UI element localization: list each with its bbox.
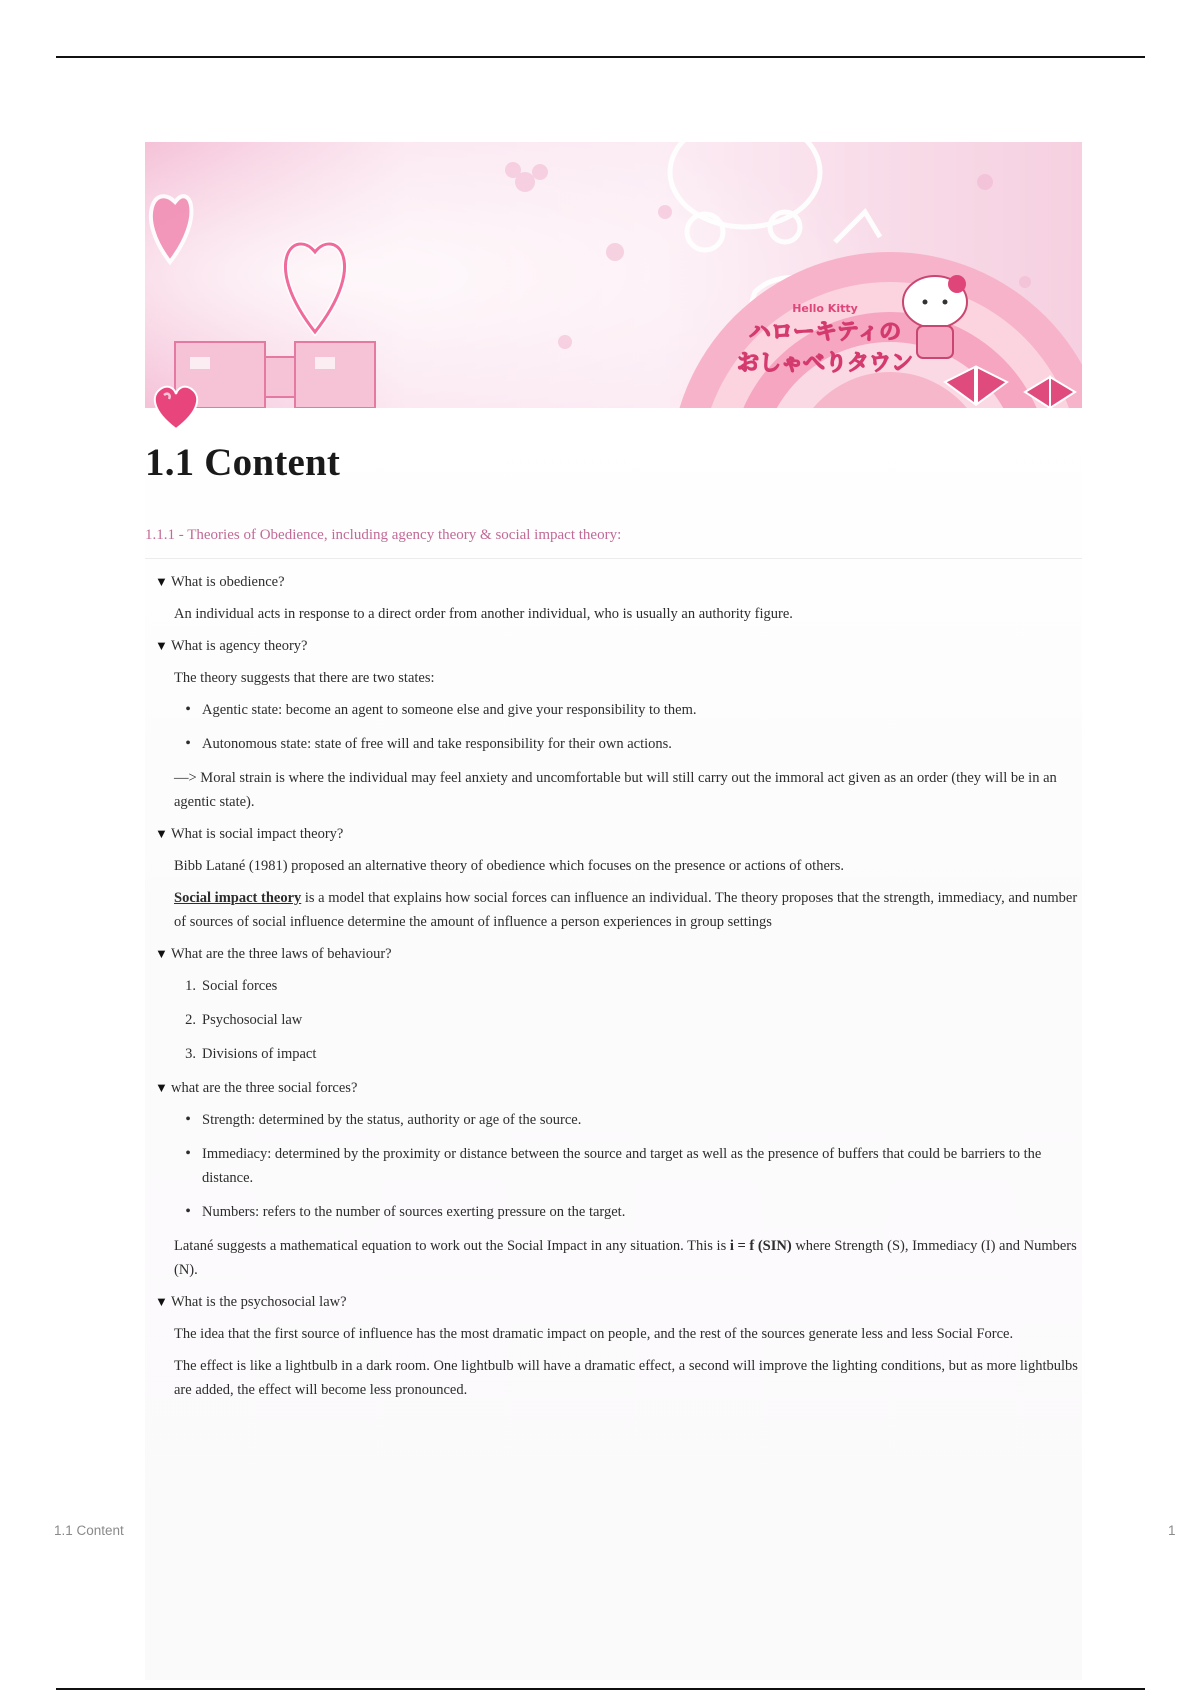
forces-list — [174, 1108, 1090, 1224]
toggle-question: what are the three social forces? — [171, 1080, 358, 1096]
toggle-question: What is social impact theory? — [171, 826, 344, 842]
toggle-psychosocial-law[interactable] — [155, 1290, 1090, 1314]
page-icon — [150, 383, 202, 431]
toggle-triangle-icon[interactable]: ▼ — [155, 574, 168, 589]
toggle-question: What is the psychosocial law? — [171, 1294, 347, 1310]
list-item: • Numbers: refers to the number of sources exerting pressure on the target. — [174, 1200, 1090, 1224]
toggle-triangle-icon[interactable]: ▼ — [155, 1294, 168, 1309]
laws-list — [174, 974, 1090, 1066]
psychosocial-definition: The idea that the first source of influence has the most dramatic impact on people, and the rest of the sources generate less and less Social Force. — [174, 1326, 1014, 1342]
bullet-icon: • — [185, 1145, 191, 1162]
banner-logo — [725, 302, 925, 377]
toggle-question: What is obedience? — [171, 574, 285, 590]
social-impact-intro: Bibb Latané (1981) proposed an alternative theory of obedience which focuses on the presence or actions of others. — [174, 858, 844, 874]
list-item: • Agentic state: become an agent to someone else and give your responsibility to them. — [174, 698, 1090, 722]
section-divider — [145, 558, 1082, 559]
banner-artwork — [145, 142, 1082, 408]
toggle-triangle-icon[interactable]: ▼ — [155, 826, 168, 841]
list-item: 2. Psychosocial law — [185, 1012, 303, 1028]
toggle-social-impact-theory[interactable] — [155, 822, 1090, 846]
cover-banner — [145, 142, 1082, 408]
section-heading: 1.1.1 - Theories of Obedience, including agency theory & social impact theory: — [145, 527, 622, 543]
footer-page-number: 1 — [1168, 1523, 1176, 1538]
toggle-question: What is agency theory? — [171, 638, 308, 654]
bottom-rule — [56, 1688, 1145, 1690]
banner-logo-line2: おしゃべりタウン — [736, 351, 913, 376]
equation-paragraph: Latané suggests a mathematical equation to work out the Social Impact in any situation. This is i = f (SIN) where Strength (S), Immediacy (I) and Numbers (N). — [174, 1238, 1077, 1278]
toggle-question: What are the three laws of behaviour? — [171, 946, 392, 962]
agency-intro: The theory suggests that there are two states: — [174, 670, 435, 686]
bullet-icon: • — [185, 735, 191, 752]
toggle-social-forces[interactable] — [155, 1076, 1090, 1100]
banner-logo-small: Hello Kitty — [792, 302, 858, 315]
page-body — [145, 570, 1090, 1410]
agency-states-list — [174, 698, 1090, 756]
page-title: 1.1 Content — [145, 441, 341, 484]
social-impact-link[interactable]: Social impact theory — [174, 890, 302, 906]
top-rule — [56, 56, 1145, 58]
obedience-answer: An individual acts in response to a direct order from another individual, who is usually an authority figure. — [174, 606, 793, 622]
list-item: • Autonomous state: state of free will and take responsibility for their own actions. — [174, 732, 1090, 756]
toggle-three-laws[interactable] — [155, 942, 1090, 966]
toggle-triangle-icon[interactable]: ▼ — [155, 638, 168, 653]
list-item: 1. Social forces — [185, 978, 278, 994]
psychosocial-analogy: The effect is like a lightbulb in a dark room. One lightbulb will have a dramatic effect, a second will improve the lighting conditions, but as more lightbulbs are added, the effect will become less pronounced. — [174, 1358, 1078, 1398]
social-impact-definition-text: is a model that explains how social forces can influence an individual. The theory proposes that the strength, immediacy, and number of sources of social influence determine the amount of influence a person experiences in group settings — [174, 890, 1078, 930]
social-impact-definition — [174, 886, 1090, 934]
toggle-triangle-icon[interactable]: ▼ — [155, 946, 168, 961]
toggle-obedience[interactable] — [155, 570, 1090, 594]
footer-page-title: 1.1 Content — [54, 1523, 124, 1538]
list-item: 3. Divisions of impact — [185, 1046, 317, 1062]
banner-logo-line1: ハローキティの — [748, 320, 902, 345]
toggle-agency-theory[interactable] — [155, 634, 1090, 658]
bullet-icon: • — [185, 701, 191, 718]
list-item: • Immediacy: determined by the proximity or distance between the source and target as well as the presence of buffers that could be barriers to the distance. — [174, 1142, 1090, 1190]
bullet-icon: • — [185, 1111, 191, 1128]
moral-strain-note: —> Moral strain is where the individual may feel anxiety and uncomfortable but will still carry out the immoral act given as an order (they will be in an agentic state). — [174, 770, 1057, 810]
toggle-triangle-icon[interactable]: ▼ — [155, 1080, 168, 1095]
bullet-icon: • — [185, 1203, 191, 1220]
list-item: • Strength: determined by the status, authority or age of the source. — [174, 1108, 1090, 1132]
equation: i = f (SIN) — [729, 1238, 792, 1254]
